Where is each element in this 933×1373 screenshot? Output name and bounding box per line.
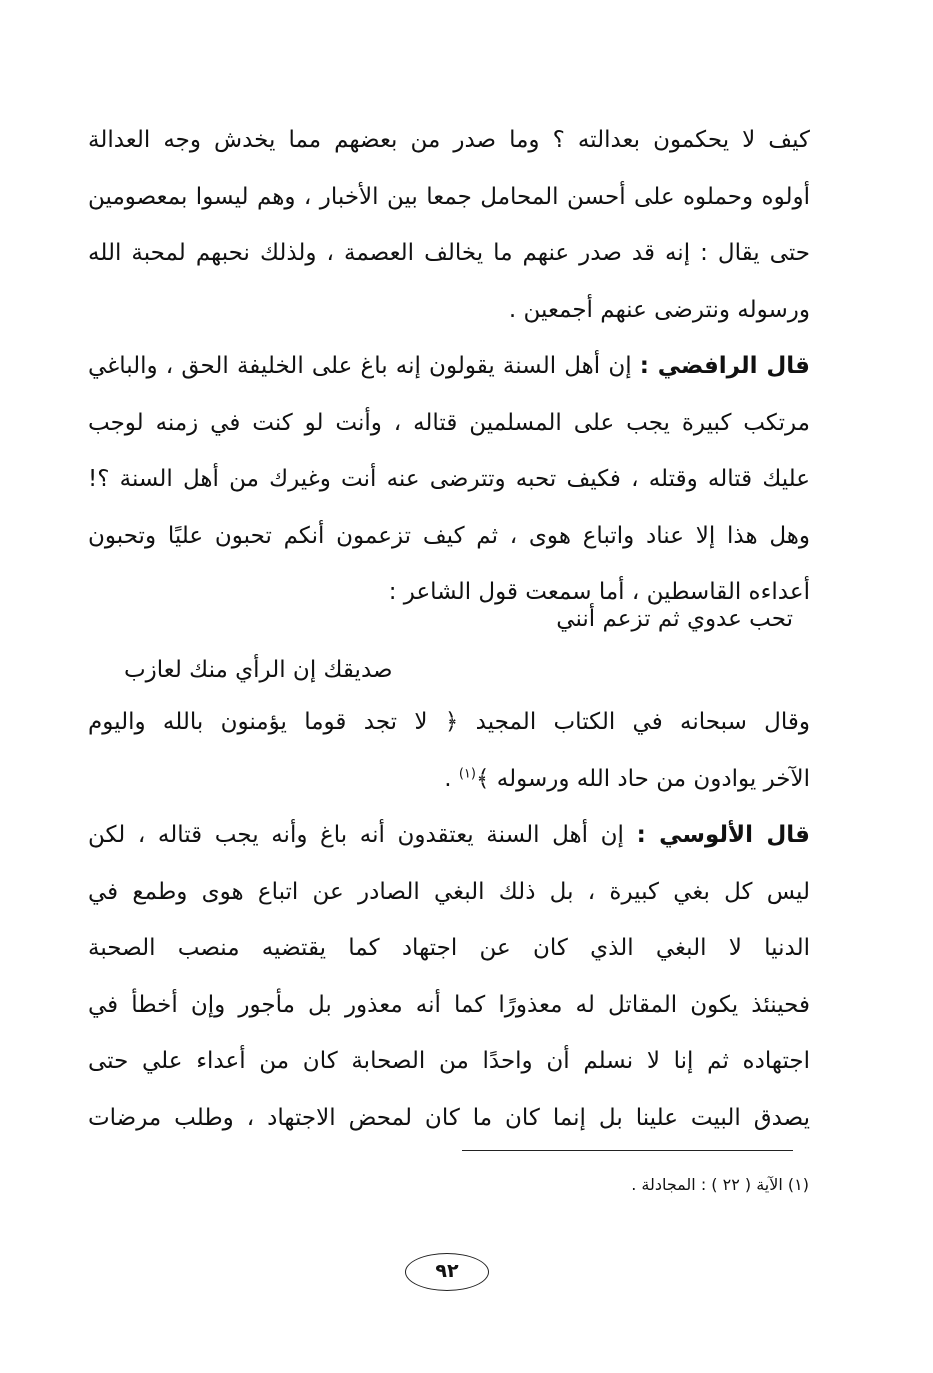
verse-line-1: تحب عدوي ثم تزعم أنني xyxy=(556,606,793,632)
speaker-label: قال الألوسي : xyxy=(636,822,810,848)
text-line: ورسوله ونترضى عنهم أجمعين . xyxy=(508,296,810,323)
main-text-continued xyxy=(88,694,810,1146)
footnote-marker[interactable]: (١) xyxy=(458,765,476,781)
text-line: الدنيا لا البغي الذي كان عن اجتهاد كما يقتضيه منصب الصحبة xyxy=(88,935,810,961)
text-line: عليك قتاله وقتله ، فكيف تحبه وتترضى عنه أنت وغيرك من أهل السنة ؟! xyxy=(88,466,810,492)
text-line: وهل هذا إلا عناد واتباع هوى ، ثم كيف تزعمون أنكم تحبون عليًا وتحبون xyxy=(88,522,810,549)
footnote: (١) الآية ( ٢٢ ) : المجادلة . xyxy=(631,1175,809,1194)
text-line: قال الألوسي : إن أهل السنة يعتقدون أنه باغ وأنه يجب قتاله ، لكن xyxy=(88,822,810,848)
text-line: حتى يقال : إنه قد صدر عنهم ما يخالف العصمة ، ولذلك نحبهم لمحبة الله xyxy=(88,240,810,266)
text-line: ليس كل بغي كبيرة ، بل ذلك البغي الصادر عن اتباع هوى وطمع في xyxy=(88,878,810,905)
text-line: قال الرافضي : إن أهل السنة يقولون إنه باغ على الخليفة الحق ، والباغي xyxy=(88,353,810,379)
text-line: أولوه وحملوه على أحسن المحامل جمعا بين الأخبار ، وهم ليسوا بمعصومين xyxy=(88,183,810,210)
text-line: مرتكب كبيرة يجب على المسلمين قتاله ، وأنت لو كنت في زمنه لوجب xyxy=(88,409,810,436)
footnote-separator xyxy=(462,1150,793,1151)
speaker-label: قال الرافضي : xyxy=(639,353,810,379)
text-line: أعداءه القاسطين ، أما سمعت قول الشاعر : xyxy=(388,579,810,605)
text-line: كيف لا يحكمون بعدالته ؟ وما صدر من بعضهم مما يخدش وجه العدالة xyxy=(88,127,810,153)
text-line: الآخر يوادون من حاد الله ورسوله ﴾$^{(١)}$ . xyxy=(444,765,810,792)
verse-line-2: صديقك إن الرأي منك لعازب xyxy=(124,657,393,683)
text-line: اجتهاده ثم إنا لا نسلم أن واحدًا من الصحابة كان من أعداء علي حتى xyxy=(88,1048,810,1074)
text-line: فحينئذ يكون المقاتل له معذورًا كما أنه معذور بل مأجور وإن أخطأ في xyxy=(88,991,810,1018)
text-line: وقال سبحانه في الكتاب المجيد ﴿ لا تجد قوما يؤمنون بالله واليوم xyxy=(88,709,810,735)
text-line: يصدق البيت علينا بل إنما كان ما كان لمحض الاجتهاد ، وطلب مرضات xyxy=(88,1104,810,1131)
page-number: ٩٢ xyxy=(405,1253,489,1291)
main-text xyxy=(88,112,810,621)
